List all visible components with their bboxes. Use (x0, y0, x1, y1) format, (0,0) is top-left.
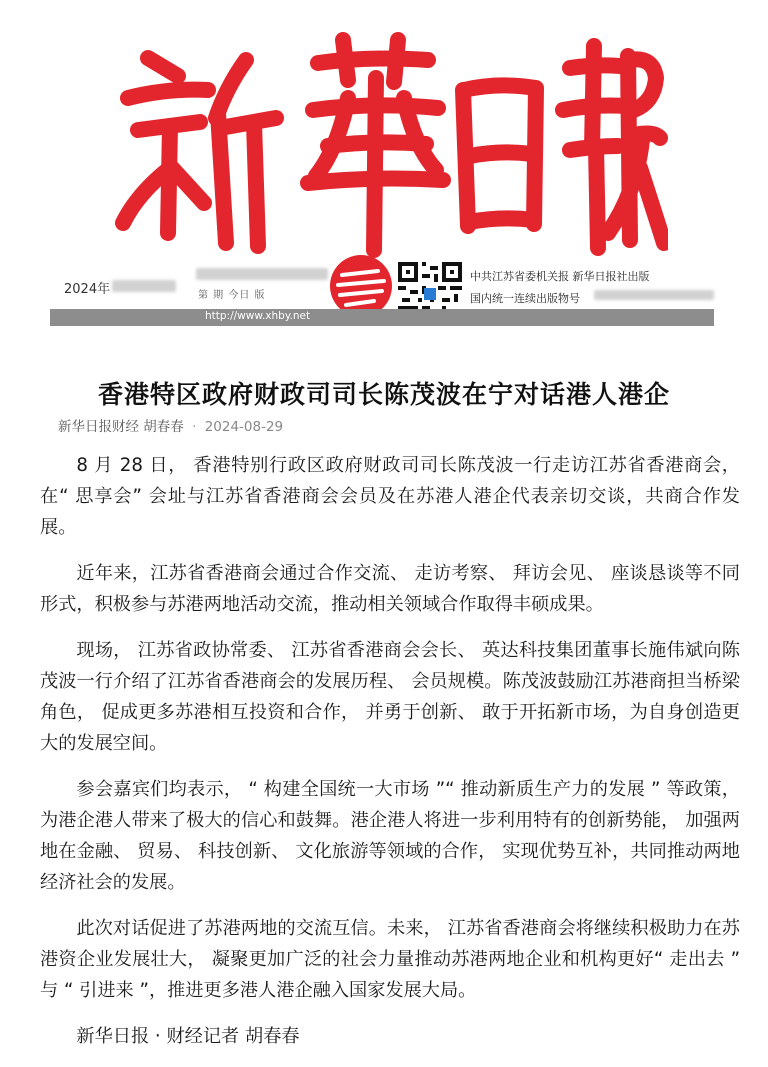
byline-date: 2024-08-29 (204, 419, 284, 435)
byline-separator: · (192, 419, 197, 435)
publication-number-label: 国内统一连续出版物号 (470, 292, 580, 305)
xinhua-emblem (330, 255, 392, 317)
redacted-issue-number (196, 268, 328, 280)
emblem-graphic (330, 255, 392, 317)
publisher-line: 中共江苏省委机关报 新华日报社出版 (470, 270, 650, 283)
article-paragraph: 8 月 28 日， 香港特别行政区政府财政司司长陈茂波一行走访江苏省香港商会，在“ 思享会” 会址与江苏省香港商会会员及在苏港人港企代表亲切交谈，共商合作发展。 (40, 455, 740, 538)
issue-date: 2024年 (64, 282, 111, 297)
article-body (40, 450, 740, 1067)
redacted-serial-number (594, 290, 714, 300)
byline-source: 新华日报财经 胡春春 (58, 419, 184, 435)
article-byline (58, 415, 283, 435)
xinhua-daily-logo (108, 18, 668, 258)
article-headline: 香港特区政府财政司司长陈茂波在宁对话港人港企 (97, 379, 670, 409)
url-bar (50, 309, 714, 326)
article-paragraph: 此次对话促进了苏港两地的交流互信。未来， 江苏省香港商会将继续积极助力在苏港资企业发展壮大， 凝聚更加广泛的社会力量推动苏港两地企业和机构更好“ 走出去 ” 与 “ 引进来 ”，推进更多港人港企融入国家发展大局。 (40, 918, 740, 1001)
article-paragraph: 参会嘉宾们均表示， “ 构建全国统一大市场 ”“ 推动新质生产力的发展 ” 等政策， 为港企港人带来了极大的信心和鼓舞。港企港人将进一步利用特有的创新势能， 加强两地在金融、 贸易、 科技创新、 文化旅游等领域的合作， 实现优势互补，共同推动两地经济社会的发展。 (40, 779, 740, 893)
article-signature: 新华日报 · 财经记者 胡春春 (76, 1026, 300, 1047)
issue-number: 第 期 今日 版 (198, 290, 266, 301)
newspaper-masthead (0, 0, 768, 330)
website-link[interactable]: http://www.xhby.net (205, 310, 311, 322)
article-paragraph: 现场， 江苏省政协常委、 江苏省香港商会会长、 英达科技集团董事长施伟斌向陈茂波一行介绍了江苏省香港商会的发展历程、 会员规模。陈茂波鼓励江苏港商担当桥梁角色， 促成更多苏港相互投资和合作， 并勇于创新、 敢于开拓新市场，为自身创造更大的发展空间。 (40, 640, 740, 754)
redacted-date (112, 280, 176, 292)
article-paragraph: 近年来，江苏省香港商会通过合作交流、 走访考察、 拜访会见、 座谈恳谈等不同形式，积极参与苏港两地活动交流，推动相关领域合作取得丰硕成果。 (40, 563, 740, 615)
